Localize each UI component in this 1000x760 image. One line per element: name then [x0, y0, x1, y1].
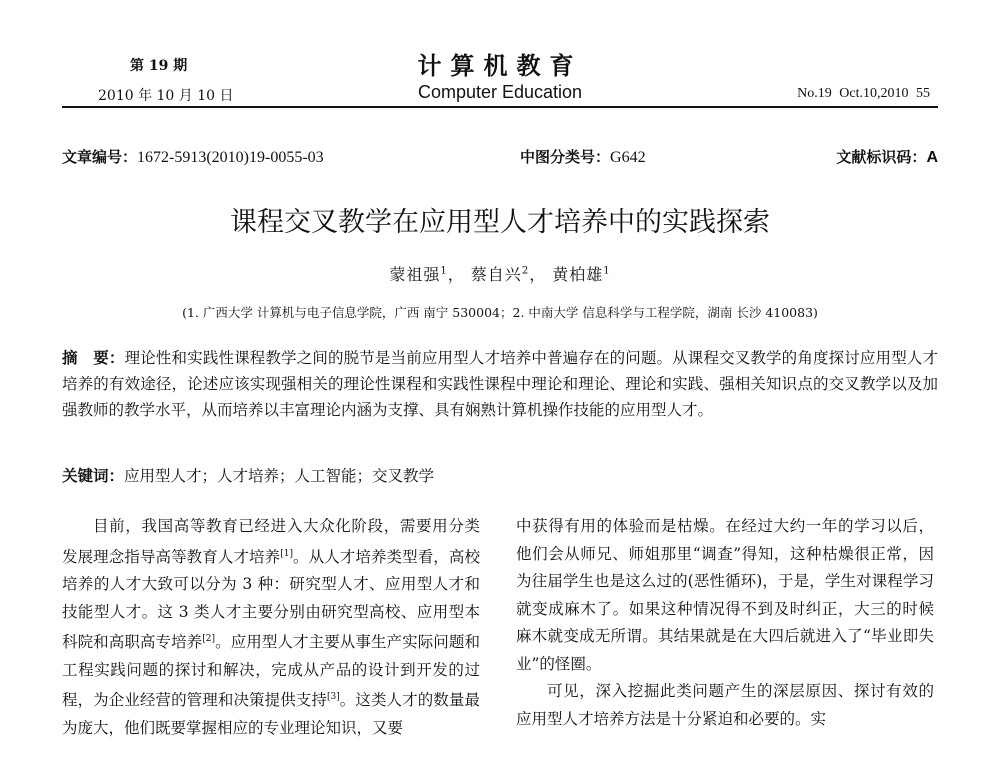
- author-name: 蒙祖强: [389, 265, 441, 284]
- journal-title-cn: 计算机教育: [417, 52, 583, 80]
- body-column-left: [62, 513, 480, 742]
- body-paragraph: 中获得有用的体验而是枯燥。在经过大约一年的学习以后，他们会从师兄、师姐那里“调查”得知，这种枯燥很正常，因为往届学生也是这么过的(恶性循环)，于是，学生对课程学习就变成麻木了。如果这种情况得不到及时纠正，大三的时候麻木就变成无所谓。其结果就是在大四后就进入了“毕业即失业”的怪圈。: [516, 517, 934, 673]
- author-name: 黄柏雄: [552, 265, 604, 284]
- document-code: [836, 146, 938, 167]
- author-affiliation-mark: 1: [603, 265, 611, 277]
- clc-number: [520, 146, 646, 167]
- keywords: [62, 463, 938, 489]
- issue-number: 第 19 期: [130, 58, 188, 74]
- issue-date: 2010 年 10 月 10 日: [98, 88, 234, 104]
- document-code-value: A: [926, 149, 938, 166]
- article-number-value: 1672-5913(2010)19-0055-03: [137, 149, 324, 166]
- citation-ref: [1]: [280, 548, 293, 559]
- affiliations: (1. 广西大学 计算机与电子信息学院，广西 南宁 530004；2. 中南大学 信息科学与工程学院，湖南 长沙 410083): [182, 305, 818, 320]
- abstract-text: 理论性和实践性课程教学之间的脱节是当前应用型人才培养中普遍存在的问题。从课程交叉教学的角度探讨应用型人才培养的有效途径，论述应该实现强相关的理论性课程和实践性课程中理论和理论、理论和实践、强相关知识点的交叉教学以及加强教师的教学水平，从而培养以丰富理论内涵为支撑、具有娴熟计算机操作技能的应用型人才。: [62, 349, 938, 419]
- clc-label: 中图分类号：: [520, 148, 611, 166]
- author-list: 蒙祖强$^1$， 蔡自兴$^2$， 黄柏雄$^1$: [389, 265, 611, 284]
- author-affiliation-mark: 1: [440, 265, 448, 277]
- article-number-label: 文章编号：: [62, 148, 138, 166]
- body-text: 。从人才培养类型看，高校培养的人才大致可以分为 3 种：研究型人才、应用型人才和技能型人才。这 3 类人才主要分别由研究型高校、应用型本科院和高职高专培养: [62, 547, 480, 652]
- body-column-right: [516, 513, 934, 733]
- abstract: [62, 345, 938, 423]
- body-paragraph: 可见，深入挖掘此类问题产生的深层原因、探讨有效的应用型人才培养方法是十分紧迫和必要的。实: [516, 682, 934, 728]
- citation-ref: [3]: [326, 692, 340, 703]
- author-affiliation-mark: 2: [521, 265, 530, 277]
- body-text: 目前，我国高等教育已经进入大众化阶段，需要用分类发展理念指导高等教育人才培养: [62, 517, 480, 566]
- paper-title: 课程交叉教学在应用型人才培养中的实践探索: [230, 207, 770, 238]
- journal-title-en: Computer Education: [417, 82, 583, 102]
- citation-ref: [2]: [202, 634, 216, 645]
- abstract-label: 摘 要：: [62, 349, 125, 367]
- journal-issue-page: No.19 Oct.10,2010 55: [797, 86, 930, 101]
- author-name: 蔡自兴: [470, 265, 522, 284]
- body-text: 。应用型人才主要从事生产实际问题和工程实践问题的探讨和解决，完成从产品的设计到开发的过程，为企业经营的管理和决策提供支持: [62, 633, 480, 710]
- article-number: [62, 146, 324, 167]
- body-text: 。这类人才的数量最为庞大，他们既要掌握相应的专业理论知识，又要: [62, 691, 480, 737]
- document-code-label: 文献标识码：: [836, 148, 927, 166]
- header-rule: [62, 106, 938, 108]
- body-paragraph: [62, 513, 480, 742]
- keywords-label: 关键词：: [62, 467, 125, 485]
- keywords-text: 应用型人才；人才培养；人工智能；交叉教学: [124, 467, 435, 485]
- clc-value: G642: [610, 149, 646, 166]
